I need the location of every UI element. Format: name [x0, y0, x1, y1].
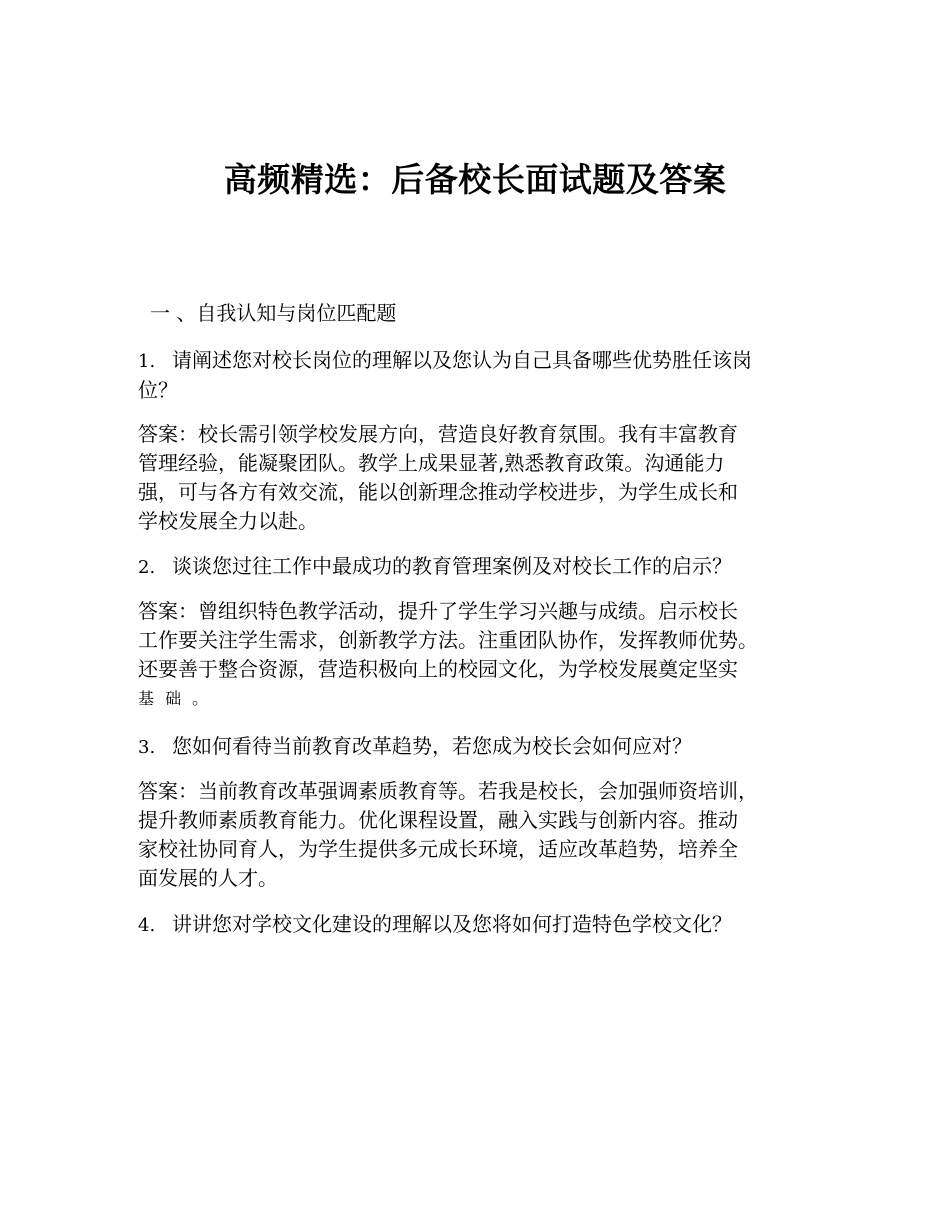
answer-line: 学校发展全力以赴。	[138, 509, 318, 533]
question-1	[138, 346, 818, 405]
question-4	[138, 910, 818, 940]
question-text: 请阐述您对校长岗位的理解以及您认为自己具备哪些优势胜任该岗	[172, 348, 752, 372]
answer-line: 家校社协同育人，为学生提供多元成长环境，适应改革趋势，培养全	[138, 837, 738, 861]
answer-line: 答案：校长需引领学校发展方向，营造良好教育氛围。我有丰富教育	[138, 422, 738, 446]
question-number: 2.	[138, 557, 156, 578]
answer-3	[138, 777, 822, 893]
answer-line: 答案：当前教育改革强调素质教育等。若我是校长，会加强师资培训，	[138, 779, 758, 803]
answer-line: 工作要关注学生需求，创新教学方法。注重团队协作，发挥教师优势。	[138, 628, 758, 652]
answer-line: 提升教师素质教育能力。优化课程设置，融入实践与创新内容。推动	[138, 808, 738, 832]
answer-line: 基 础 。	[138, 689, 212, 708]
question-text: 讲讲您对学校文化建设的理解以及您将如何打造特色学校文化？	[172, 912, 732, 936]
question-text: 谈谈您过往工作中最成功的教育管理案例及对校长工作的启示？	[172, 554, 732, 578]
question-text-continued: 位？	[138, 378, 178, 402]
answer-line: 管理经验，能凝聚团队。教学上成果显著,熟悉教育政策。沟通能力	[138, 451, 725, 475]
question-number: 3.	[138, 737, 156, 758]
answer-line: 还要善于整合资源，营造积极向上的校园文化，为学校发展奠定坚实	[138, 657, 738, 681]
answer-2	[138, 597, 822, 713]
answer-line: 面发展的人才。	[138, 866, 278, 890]
document-title: 高频精选：后备校长面试题及答案	[223, 160, 727, 199]
question-2	[138, 552, 818, 582]
question-3	[138, 732, 818, 762]
section-heading: 一 、自我认知与岗位匹配题	[150, 301, 397, 325]
answer-1	[138, 420, 822, 536]
question-text: 您如何看待当前教育改革趋势，若您成为校长会如何应对？	[172, 734, 692, 758]
answer-line: 强，可与各方有效交流，能以创新理念推动学校进步，为学生成长和	[138, 480, 738, 504]
answer-line: 答案：曾组织特色教学活动，提升了学生学习兴趣与成绩。启示校长	[138, 599, 738, 623]
question-number: 4.	[138, 915, 156, 936]
question-number: 1.	[138, 351, 156, 372]
